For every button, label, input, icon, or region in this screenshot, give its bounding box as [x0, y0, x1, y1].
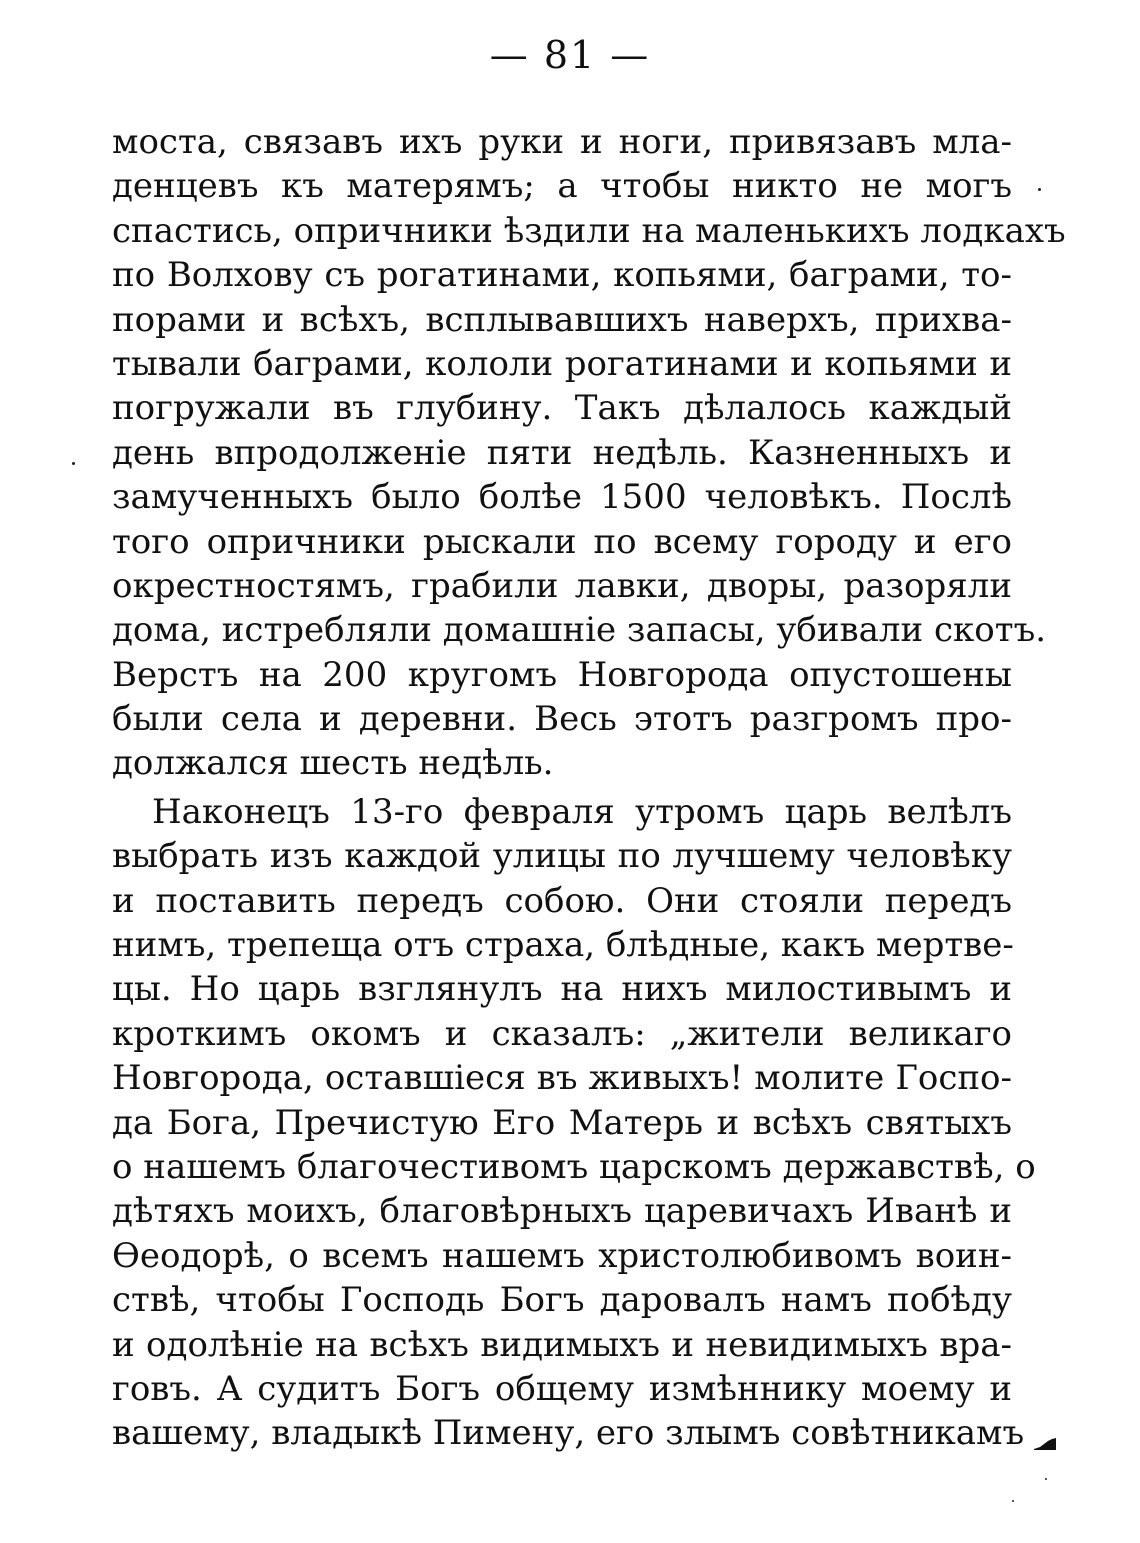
text-line: тывали баграми, кололи рогатинами и копьями и	[112, 343, 1012, 384]
text-line: говъ. А судитъ Богъ общему измѣннику моему и	[112, 1368, 1012, 1409]
text-line: дѣтяхъ моихъ, благовѣрныхъ царевичахъ Иванѣ и	[112, 1191, 1012, 1232]
text-line: выбрать изъ каждой улицы по лучшему человѣку	[112, 836, 1012, 877]
text-line: Новгорода, оставшіеся въ живыхъ! молите Госпо-	[112, 1058, 1012, 1099]
text-line: замученныхъ было болѣе 1500 человѣкъ. Послѣ	[112, 477, 1012, 518]
text-line: и одолѣніе на всѣхъ видимыхъ и невидимыхъ вра-	[112, 1324, 1012, 1365]
scan-speck	[1012, 1500, 1014, 1502]
text-line: денцевъ къ матерямъ; а чтобы никто не могъ	[112, 166, 1012, 207]
text-line: спастись, опричники ѣздили на маленькихъ лодкахъ	[112, 210, 1066, 251]
scan-speck	[72, 462, 75, 465]
text-line: кроткимъ окомъ и сказалъ: „жители великаго	[112, 1013, 1012, 1054]
text-line: ствѣ, чтобы Господь Богъ даровалъ намъ побѣду	[112, 1280, 1012, 1321]
text-line: нимъ, трепеща отъ страха, блѣдные, какъ мертве-	[112, 925, 1014, 966]
text-line: о нашемъ благочестивомъ царскомъ державствѣ, о	[112, 1146, 1036, 1187]
text-line: моста, связавъ ихъ руки и ноги, привязавъ мла-	[112, 122, 1012, 162]
paragraph-1	[112, 120, 1066, 786]
text-line: цы. Но царь взглянулъ на нихъ милостивымъ и	[112, 969, 1012, 1010]
text-line: того опричники рыскали по всему городу и его	[112, 521, 1012, 562]
text-line: вашему, владыкѣ Пимену, его злымъ совѣтникамъ	[112, 1413, 1025, 1454]
scan-speck	[1038, 188, 1041, 191]
text-line: порами и всѣхъ, всплывавшихъ наверхъ, прихва-	[112, 299, 1012, 340]
body-text	[112, 120, 1066, 1456]
text-line: Ѳеодорѣ, о всемъ нашемъ христолюбивомъ воин-	[112, 1235, 1012, 1276]
ink-blot	[1034, 1438, 1056, 1450]
text-line: по Волхову съ рогатинами, копьями, баграми, то-	[112, 255, 1012, 296]
text-line: Наконецъ 13-го февраля утромъ царь велѣлъ	[152, 791, 1012, 832]
text-line: день впродолженіе пяти недѣль. Казненныхъ и	[112, 432, 1012, 473]
text-line: Верстъ на 200 кругомъ Новгорода опустошены	[112, 654, 1012, 695]
text-line: должался шесть недѣль.	[112, 743, 554, 784]
text-line: были села и деревни. Весь этотъ разгромъ про-	[112, 699, 1012, 740]
text-line: погружали въ глубину. Такъ дѣлалось каждый	[112, 388, 1012, 429]
text-line: да Бога, Пречистую Его Матерь и всѣхъ святыхъ	[112, 1102, 1012, 1143]
text-line: окрестностямъ, грабили лавки, дворы, разоряли	[112, 565, 1012, 606]
text-line: дома, истребляли домашніе запасы, убивали скотъ.	[112, 610, 1047, 651]
page-number: — 81 —	[489, 33, 651, 77]
paragraph-2	[112, 790, 1036, 1456]
text-line: и поставить передъ собою. Они стояли передъ	[112, 880, 1012, 921]
scan-speck	[1045, 1478, 1047, 1480]
